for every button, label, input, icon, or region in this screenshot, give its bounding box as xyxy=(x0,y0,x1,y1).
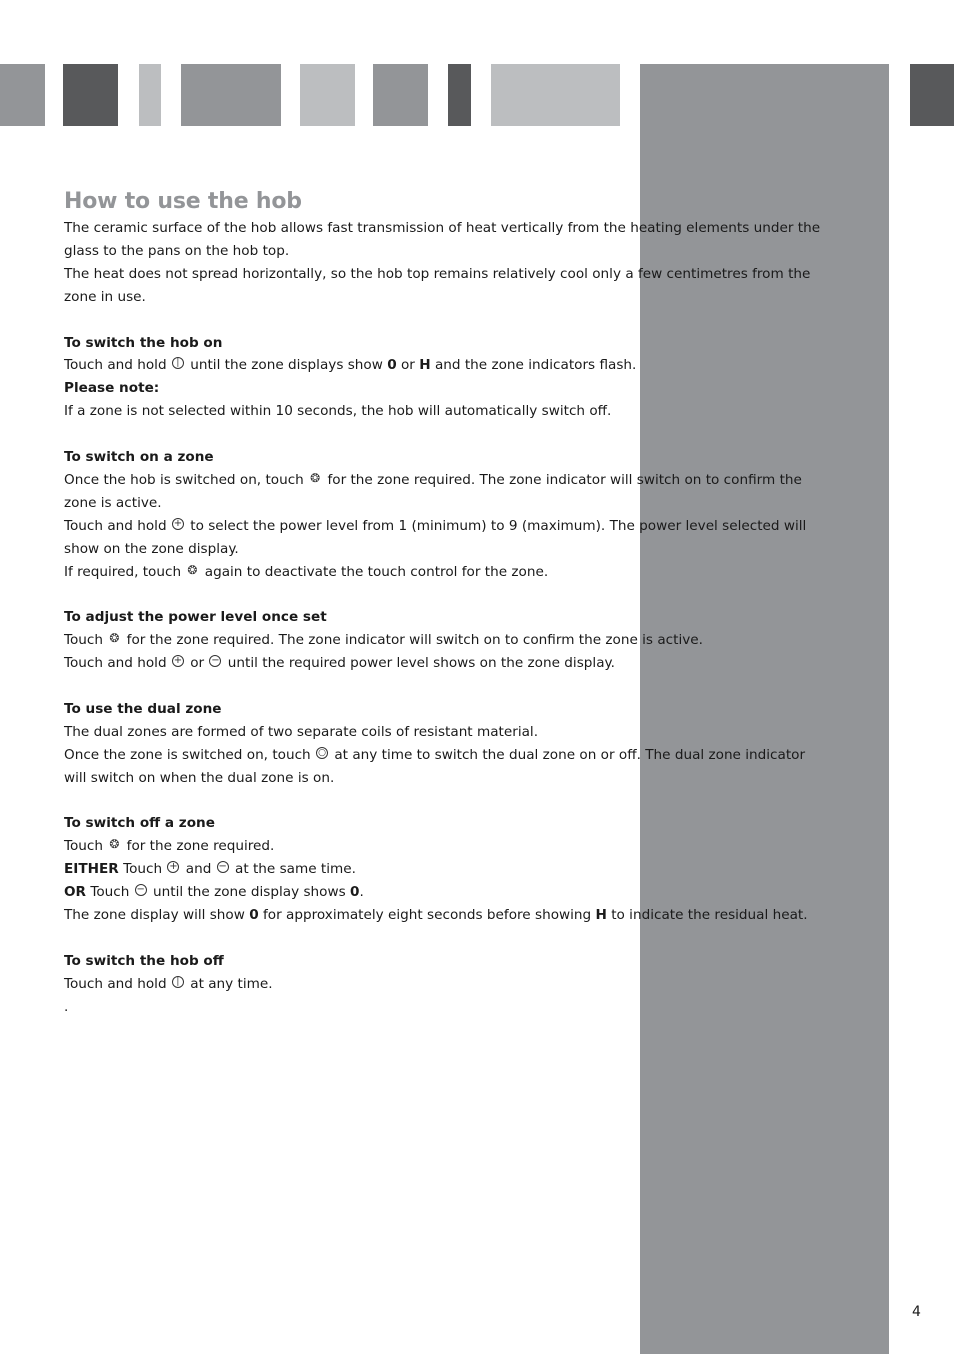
plus-icon: + xyxy=(173,655,183,667)
minus-icon: − xyxy=(218,861,227,873)
header-block-9 xyxy=(910,64,954,126)
zone-select-icon: ❂ xyxy=(109,631,120,646)
intro-paragraph-2: The heat does not spread horizontally, so the hob top remains relatively cool only a few centimetres from the zone in use. xyxy=(64,265,811,305)
switch-off-zone-line-3: OR Touch − until the zone display shows 0. xyxy=(64,884,364,901)
section-heading-switch-off-hob: To switch the hob off xyxy=(64,952,224,969)
header-block-6 xyxy=(373,64,428,126)
switch-zone-line-3: If required, touch ❂ again to deactivate the touch control for the zone. xyxy=(64,562,549,580)
plus-icon: + xyxy=(173,517,183,529)
section-heading-switch-zone: To switch on a zone xyxy=(64,449,214,466)
switch-off-zone-line-4: The zone display will show 0 for approximately eight seconds before showing H to indicate the residual heat. xyxy=(64,907,808,924)
switch-off-zone-line-2: EITHER Touch + and − at the same time. xyxy=(64,861,356,878)
section-heading-switch-off-zone: To switch off a zone xyxy=(64,815,215,832)
header-block-3 xyxy=(139,64,161,126)
switch-off-hob-line-1: Touch and hold ∣ at any time. xyxy=(64,975,273,992)
intro-paragraph-1: The ceramic surface of the hob allows fast transmission of heat vertically from the heating elements under the glass to the pans on the hob top. xyxy=(64,220,821,259)
zone-select-icon: ❂ xyxy=(187,562,198,577)
zone-select-icon: ❂ xyxy=(109,837,120,852)
minus-icon: − xyxy=(136,884,145,896)
page-number: 4 xyxy=(912,1304,921,1320)
trailing-period: . xyxy=(64,998,69,1015)
adjust-line-1: Touch ❂ for the zone required. The zone indicator will switch on to confirm the zone is active. xyxy=(64,631,703,649)
please-note-label: Please note: xyxy=(64,380,160,397)
switch-zone-line-1: Once the hob is switched on, touch ❂ for the zone required. The zone indicator will switch on to confirm the zone is active. xyxy=(64,470,802,511)
switch-on-instruction: Touch and hold ∣ until the zone displays show 0 or H and the zone indicators flash. xyxy=(64,357,637,374)
header-block-2 xyxy=(63,64,118,126)
dual-zone-icon: ○ xyxy=(316,747,328,759)
please-note-text: If a zone is not selected within 10 seconds, the hob will automatically switch off. xyxy=(64,403,612,420)
header-block-5 xyxy=(300,64,355,126)
header-block-4 xyxy=(181,64,281,126)
minus-icon: − xyxy=(211,655,220,667)
dual-zone-line-1: The dual zones are formed of two separate coils of resistant material. xyxy=(64,723,539,740)
header-block-8 xyxy=(491,64,620,126)
switch-zone-line-2: Touch and hold + to select the power level from 1 (minimum) to 9 (maximum). The power level selected will show on the zone display. xyxy=(64,517,807,557)
zone-select-icon: ❂ xyxy=(310,470,321,485)
plus-icon: + xyxy=(169,861,178,873)
header-block-7 xyxy=(448,64,471,126)
switch-off-zone-line-1: Touch ❂ for the zone required. xyxy=(64,837,275,855)
adjust-line-2: Touch and hold + or − until the required power level shows on the zone display. xyxy=(64,655,615,672)
section-heading-switch-on: To switch the hob on xyxy=(64,334,223,351)
dual-zone-line-2: Once the zone is switched on, touch ○ at any time to switch the dual zone on or off. The dual zone indicator will switch on when the dual zone is on. xyxy=(64,746,806,786)
section-heading-dual-zone: To use the dual zone xyxy=(64,700,222,717)
document-body xyxy=(64,188,824,1019)
header-block-1 xyxy=(0,64,45,126)
power-icon: ∣ xyxy=(172,357,184,369)
power-icon: ∣ xyxy=(172,976,184,988)
page-title: How to use the hob xyxy=(64,189,302,214)
section-heading-adjust: To adjust the power level once set xyxy=(64,609,327,626)
